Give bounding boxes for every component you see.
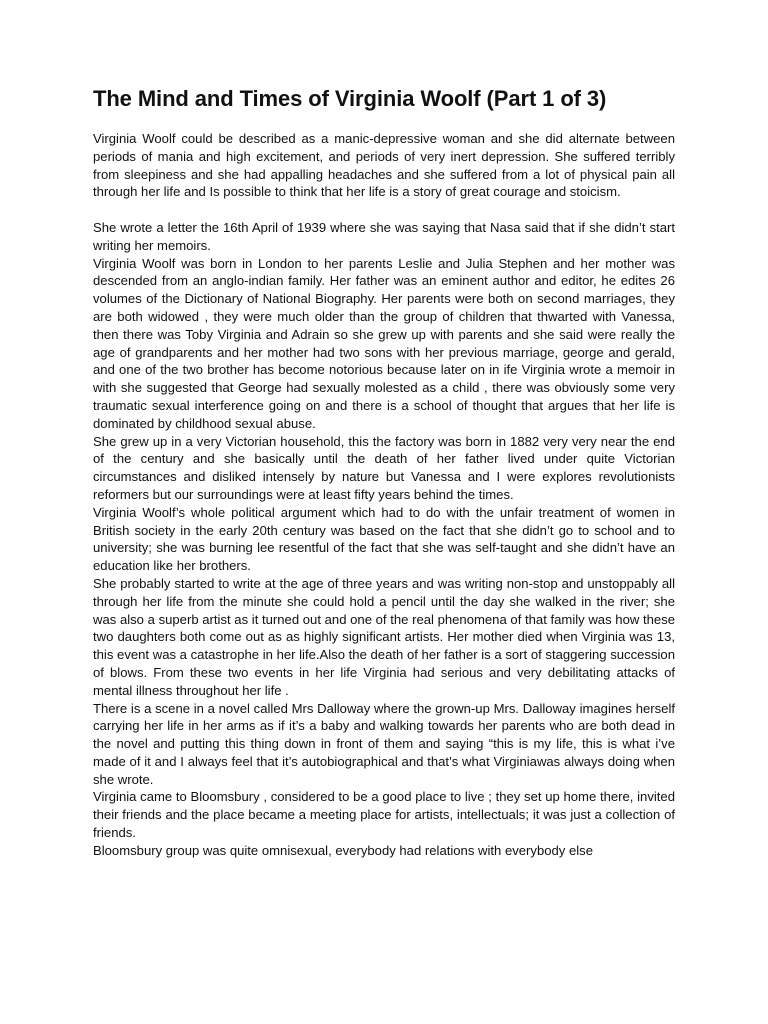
document-title: The Mind and Times of Virginia Woolf (Part 1 of 3) — [93, 86, 607, 111]
paragraph-bloomsbury-group: Bloomsbury group was quite omnisexual, everybody had relations with everybody else — [93, 842, 594, 858]
paragraph-birth: Virginia Woolf was born in London to her parents Leslie and Julia Stephen and her mother was descended from an anglo-indian family. Her father was an eminent author and editor, he edites 26 volumes of the Dictionary of National Biography. Her parents were both on second marriages, they are both widowed , they were much older than the group of children that thwarted with Vanessa, then there was Toby Virginia and Adrain so she grew up with parents and she said were really the age of grandparents and her mother had two sons with her previous marriage, george and gerald, and one of the two brother has become notorious because later on in ife Virginia wrote a memoir in with she suggested that George had sexually molested as a child , there was obviously some very traumatic sexual interference going on and there is a school of thought that argues that her life is dominated by childhood sexual abuse. — [93, 255, 675, 431]
paragraph-intro: Virginia Woolf could be described as a manic-depressive woman and she did alternate between periods of mania and high excitement, and periods of very inert depression. She suffered terribly from sleepiness and she had appalling headaches and she suffered from a lot of physical pain all through her life and Is possible to think that her life is a story of great courage and stoicism. — [93, 131, 675, 200]
paragraph-letter: She wrote a letter the 16th April of 1939 where she was saying that Nasa said that if she didn’t start writing her memoirs. — [93, 219, 675, 253]
paragraph-political-argument: Virginia Woolf’s whole political argument which had to do with the unfair treatment of women in British society in the early 20th century was based on the fact that she didn’t go to school and to university; she was burning lee resentful of the fact that she was self-taught and she didn’t have an education like her brothers. — [93, 504, 675, 574]
paragraph-bloomsbury: Virginia came to Bloomsbury , considered to be a good place to live ; they set up home there, invited their friends and the place became a meeting place for artists, intellectuals; it was just a collection of friends. — [93, 789, 675, 841]
paragraph-mrs-dalloway: There is a scene in a novel called Mrs Dalloway where the grown-up Mrs. Dalloway imagines herself carrying her life in her arms as if it’s a baby and walking towards her parents who are both dead in the novel and putting this thing down in front of them and saying “this is my life, this is what i’ve made of it and I always feel that it’s autobiographical and that’s what Virginiawas always doing when she wrote. — [93, 700, 675, 787]
paragraph-writing: She probably started to write at the age of three years and was writing non-stop and unstoppably all through her life from the minute she could hold a pencil until the day she walked in the river; she was also a superb artist as it turned out and one of the real phenomena of that family was how these two daughters both come out as as highly significant artists. Her mother died when Virginia was 13, this event was a catastrophe in her life.Also the death of her father is a sort of staggering succession of blows. From these two events in her life Virginia had serious and very debilitating attacks of mental illness throughout her life . — [93, 575, 675, 698]
paragraph-victorian-household: She grew up in a very Victorian household, this the factory was born in 1882 very very near the end of the century and she basically until the death of her father lived under quite Victorian circumstances and disliked intensely by nature but Vanessa and I were explores revolutionists reformers but our surroundings were at least fifty years behind the times. — [93, 433, 675, 502]
document-page — [93, 84, 675, 860]
